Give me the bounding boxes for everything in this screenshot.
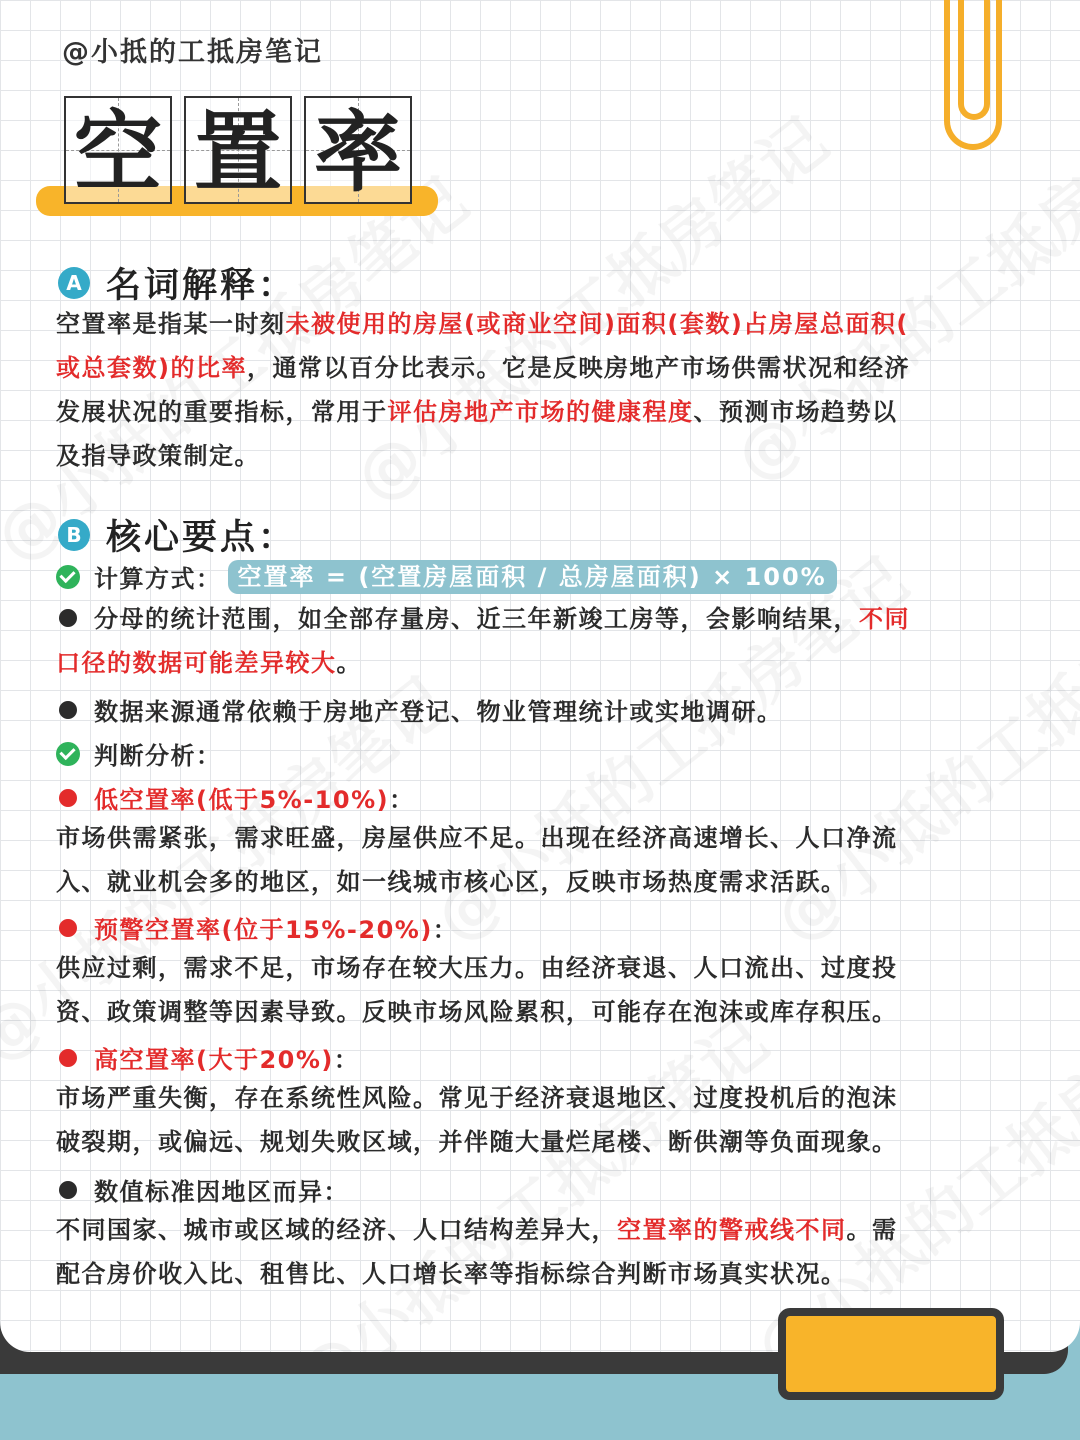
title-char: 置 <box>193 100 282 204</box>
text-run: 分母的统计范围，如全部存量房、近三年新竣工房等，会影响结果， <box>94 605 859 633</box>
check-icon <box>56 565 80 589</box>
highlight-run: 或总套数)的比率 <box>56 354 247 382</box>
title-box <box>64 96 172 204</box>
title-box <box>304 96 412 204</box>
title-char: 率 <box>313 100 402 204</box>
text-run: 空置率是指某一时刻 <box>56 310 286 338</box>
low-title-row <box>56 780 415 815</box>
section-a-title: 名词解释： <box>106 266 297 306</box>
low-paragraph <box>56 816 1006 904</box>
judge-label: 判断分析： <box>94 742 222 770</box>
red-bullet-icon <box>59 919 77 937</box>
text-run: 、预测市场趋势以 <box>693 398 898 426</box>
text-run: 配合房价收入比、租售比、人口增长率等指标综合判断市场真实状况。 <box>56 1260 847 1288</box>
highlight-run: 口径的数据可能差异较大 <box>56 649 337 677</box>
text-run: 及指导政策制定。 <box>56 442 260 470</box>
warn-title: 预警空置率(位于15%-20%) <box>94 916 433 944</box>
highlight-run: 未被使用的房屋(或商业空间)面积(套数)占房屋总面积( <box>285 310 909 338</box>
judge-row <box>56 736 222 771</box>
text-run: ： <box>432 916 459 944</box>
high-title: 高空置率(大于20%) <box>94 1046 334 1074</box>
definition-paragraph <box>56 302 1006 478</box>
formula-pill: 空置率 = (空置房屋面积 / 总房屋面积) × 100% <box>228 560 837 594</box>
bullet-icon <box>59 701 77 719</box>
point-source <box>56 692 783 727</box>
calc-row <box>56 559 837 594</box>
title-box <box>184 96 292 204</box>
text-run: 破裂期，或偏远、规划失败区域，并伴随大量烂尾楼、断供潮等负面现象。 <box>56 1128 898 1156</box>
section-a-badge: A <box>58 267 90 299</box>
warn-title-row <box>56 910 458 945</box>
low-title: 低空置率(低于5%-10%) <box>94 786 390 814</box>
text-run: 资、政策调整等因素导致。反映市场风险累积，可能存在泡沫或库存积压。 <box>56 998 898 1026</box>
title-char: 空 <box>73 100 162 204</box>
text-run: 供应过剩，需求不足，市场存在较大压力。由经济衰退、人口流出、过度投 <box>56 954 898 982</box>
std-title-row <box>56 1172 349 1207</box>
text-run: 市场严重失衡，存在系统性风险。常见于经济衰退地区、过度投机后的泡沫 <box>56 1084 898 1112</box>
bottom-tab <box>778 1308 1004 1400</box>
text-run: 发展状况的重要指标，常用于 <box>56 398 388 426</box>
highlight-run: 评估房地产市场的健康程度 <box>387 398 694 426</box>
text-run: ： <box>389 786 415 814</box>
section-b-badge: B <box>58 519 90 551</box>
red-bullet-icon <box>59 1049 77 1067</box>
std-title: 数值标准因地区而异： <box>94 1178 349 1206</box>
highlight-run: 不同 <box>859 605 910 633</box>
check-icon <box>56 742 80 766</box>
bullet-icon <box>59 609 77 627</box>
text-run: 。 <box>336 649 362 677</box>
std-paragraph <box>56 1208 1006 1296</box>
text-run: 不同国家、城市或区域的经济、人口结构差异大， <box>56 1216 617 1244</box>
text-run: 市场供需紧张，需求旺盛，房屋供应不足。出现在经济高速增长、人口净流 <box>56 824 898 852</box>
bullet-icon <box>59 1181 77 1199</box>
warn-paragraph <box>56 946 1006 1034</box>
red-bullet-icon <box>59 789 77 807</box>
high-paragraph <box>56 1076 1006 1164</box>
high-title-row <box>56 1040 359 1075</box>
point-denominator <box>56 597 1006 685</box>
text-run: 数据来源通常依赖于房地产登记、物业管理统计或实地调研。 <box>94 698 783 726</box>
text-run: 入、就业机会多的地区，如一线城市核心区，反映市场热度需求活跃。 <box>56 868 847 896</box>
calc-label: 计算方式： <box>94 565 222 593</box>
section-b-header <box>58 510 296 560</box>
section-b-title: 核心要点： <box>106 518 297 558</box>
text-run: ： <box>333 1046 360 1074</box>
paperclip-inner-icon <box>958 0 990 120</box>
author-handle: @小抵的工抵房笔记 <box>62 37 323 68</box>
section-a-header <box>58 258 296 308</box>
text-run: ，通常以百分比表示。它是反映房地产市场供需状况和经济 <box>246 354 910 382</box>
text-run: 。需 <box>846 1216 898 1244</box>
highlight-run: 空置率的警戒线不同 <box>617 1216 847 1244</box>
